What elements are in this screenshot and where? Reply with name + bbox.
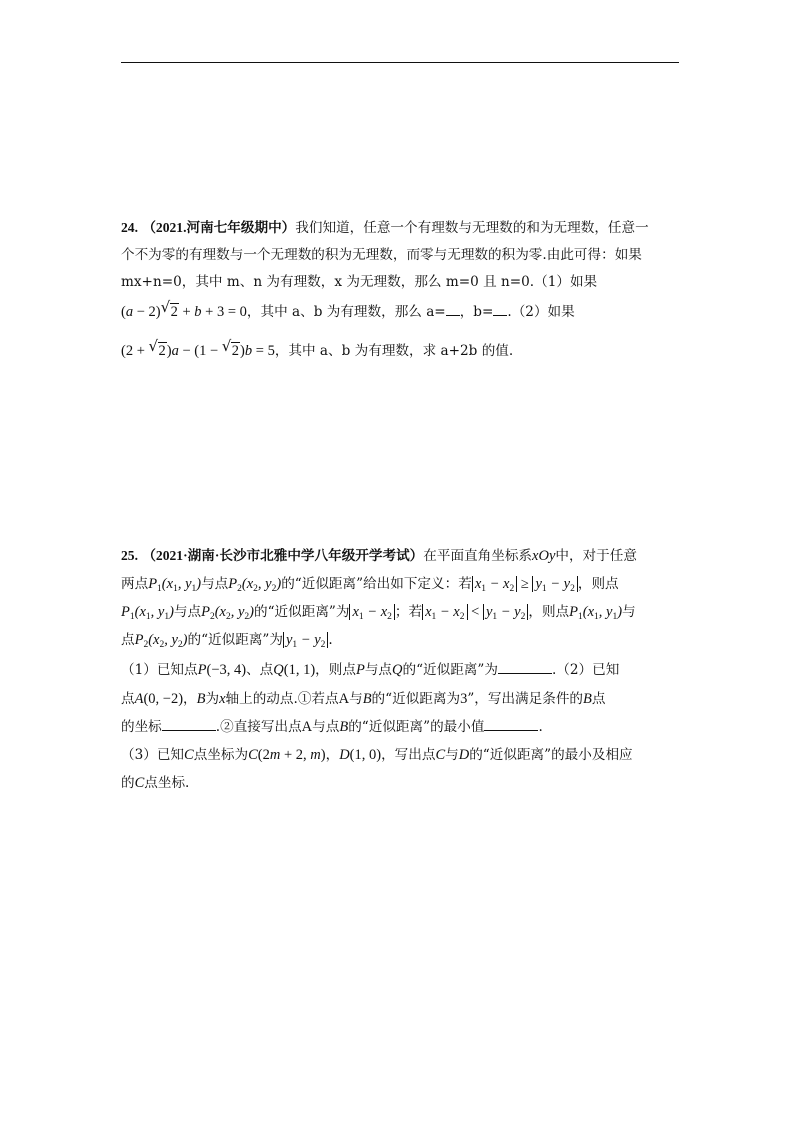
problem-25-number: 25. [121, 548, 138, 563]
answer-blank-min[interactable] [484, 730, 538, 731]
math-q: Q [392, 662, 403, 678]
text: ，则点 [577, 576, 619, 592]
problem-25-line-2: 两点$P_1(x_1$, $y_1$)与点$P_2(x_2$, $y_2$)的“近似距离”给出如下定义：若 $x_1 - x_2 \ge y_1 - y_2$ ，则点 [121, 576, 619, 594]
answer-blank-a[interactable] [446, 315, 460, 316]
problem-25-part-1: （1）已知点P(−3, 4)、点Q(1, 1)，则点P与点Q的“近似距离”为 .（2）已知 [121, 662, 620, 678]
problem-24-line-2 [121, 243, 642, 263]
problem-24-text-2: 个不为零的有理数与一个无理数的积为无理数，而零与无理数的积为零.由此可得：如果 [121, 247, 642, 263]
text: ，则点 [315, 662, 356, 678]
problem-24-text-4c: .（2）如果 [507, 304, 575, 320]
problem-24-text-4b: ，b= [459, 304, 494, 320]
math-a: A [338, 691, 350, 707]
problem-25-part-3: （3）已知C点坐标为C(2m + 2, m)，D(1, 0)，写出点C与D的“近似距离”的最小及相应 [121, 747, 633, 763]
math-abs-y: $y_1 - y_2$ [483, 604, 528, 620]
math-p1: $P_1(x_1$, $y_1$) [148, 576, 202, 594]
text: 点 [121, 691, 135, 707]
math-p1: $P_1(x_1$, $y_1$) [569, 604, 623, 622]
text: 的“近似距离”给出如下定义：若 [281, 576, 472, 592]
text: 为 [205, 691, 220, 707]
text: 的“近似距离”为 [402, 662, 498, 678]
text: 点 [591, 691, 606, 707]
math-abs-x: $x_1 - x_2$ [472, 576, 517, 592]
text: 与点 [173, 604, 202, 620]
text: 的“近似距离为 [371, 691, 461, 707]
problem-24-line-4 [121, 300, 575, 321]
math-c: C [184, 747, 194, 763]
text: 点 [121, 632, 135, 648]
problem-25-text-1b: 中，对于任意 [555, 548, 637, 564]
math-point-p: P [197, 662, 207, 678]
problem-25-source: （2021·湖南·长沙市北雅中学八年级开学考试） [142, 548, 424, 563]
text: ， [183, 691, 197, 707]
math-point-d: D [339, 747, 350, 763]
text: .（2）已知 [551, 662, 620, 678]
math-p: P [355, 662, 365, 678]
math-d: D [458, 747, 470, 763]
equation-1: (a − 2) √ 2 + b + 3 = 0 [121, 298, 247, 320]
text: 与点 [312, 719, 340, 735]
text: 的坐标 [121, 719, 162, 735]
text: . [538, 719, 543, 735]
problem-25-part-3b [121, 771, 189, 792]
text: ，则点 [528, 604, 570, 620]
math-x: x [219, 691, 226, 707]
text: 点坐标. [144, 775, 190, 791]
text: 、点 [246, 662, 274, 678]
math-p2: $P_2(x_2$, $y_2$) [201, 604, 254, 622]
math-b: B [362, 691, 372, 707]
math-p2: $P_2(x_2$, $y_2$) [228, 576, 282, 594]
math-abs-x: $x_1 - x_2$ [422, 604, 467, 620]
problem-24-line-5 [121, 339, 513, 360]
problem-25-line-3: $P_1(x_1$, $y_1$)与点$P_2(x_2$, $y_2$)的“近似距离”为 $x_1 - x_2$ ；若 $x_1 - x_2 < y_1 - y_2$ ，则点$P_1(x_1$, $y_1$)与 [121, 604, 636, 622]
math-b: B [196, 691, 206, 707]
math-point-a: A [134, 691, 144, 707]
text: 的“近似距离”为 [187, 632, 283, 648]
header-rule [121, 62, 679, 63]
math-a: A [301, 719, 313, 735]
problem-24-source: （2021.河南七年级期中） [142, 220, 296, 235]
problem-24-number: 24. [121, 220, 138, 235]
math-abs-y: $y_1 - y_2$ [532, 576, 577, 592]
text: 与 [622, 604, 636, 620]
problem-24-text-5: ，其中 a、b 为有理数，求 a+2b 的值. [274, 343, 514, 359]
text: 轴上的动点.①若点 [225, 691, 339, 707]
math-c: C [134, 775, 145, 791]
text: 的“近似距离”为 [254, 604, 350, 620]
problem-24-line-3 [121, 270, 597, 290]
answer-blank-b-coord[interactable] [162, 730, 216, 731]
problem-24-text-1: 我们知道，任意一个有理数与无理数的和为无理数，任意一 [295, 220, 649, 236]
text: 与 [349, 691, 363, 707]
text: 的“近似距离”的最小值 [348, 719, 485, 735]
problem-24-line-1 [121, 216, 649, 236]
math-abs-x: $x_1 - x_2$ [349, 604, 394, 620]
answer-blank-b[interactable] [493, 315, 507, 316]
text: ；若 [394, 604, 423, 620]
math-abs-y: $y_1 - y_2$ [283, 632, 328, 648]
text: 的 [121, 775, 135, 791]
math-xoy: xOy [532, 548, 556, 564]
text: ”，写出满足条件的 [467, 691, 584, 707]
problem-24-text-4: ，其中 a、b 为有理数，那么 a= [246, 304, 446, 320]
math-point-c: C [248, 747, 258, 763]
problem-25-part-2: 点A(0, −2)，B为x轴上的动点.①若点A与B的“近似距离为3”，写出满足条件的B点 [121, 691, 606, 707]
math-b: B [339, 719, 349, 735]
text: ，写出点 [381, 747, 436, 763]
text: 与 [445, 747, 459, 763]
problem-24-text-3: mx+n=0，其中 m、n 为有理数，x 为无理数，那么 m=0 且 n=0.（1）如果 [121, 274, 598, 290]
answer-blank-pq[interactable] [498, 673, 552, 674]
text: 点坐标为 [193, 747, 249, 763]
problem-25-text-1: 在平面直角坐标系 [423, 548, 533, 564]
math-p2: $P_2(x_2$, $y_2$) [134, 632, 188, 650]
text: 的“近似距离”的最小及相应 [469, 747, 633, 763]
text: ， [325, 747, 340, 763]
text: 两点 [121, 576, 149, 592]
equation-2: (2 + √ 2)a − (1 − √ 2)b = 5 [121, 337, 275, 359]
text: .②直接写出点 [215, 719, 302, 735]
text: （1）已知点 [121, 662, 198, 678]
math-point-q: Q [273, 662, 284, 678]
text: 与点 [201, 576, 229, 592]
math-c: C [435, 747, 446, 763]
text: （3）已知 [121, 747, 185, 763]
math-b: B [583, 691, 592, 707]
math-p1: $P_1(x_1$, $y_1$) [121, 604, 174, 622]
problem-25-line-1 [121, 544, 637, 565]
problem-25-line-4 [121, 628, 333, 650]
text: . [328, 632, 333, 648]
text: 与点 [364, 662, 392, 678]
problem-25-part-2b [121, 715, 543, 736]
